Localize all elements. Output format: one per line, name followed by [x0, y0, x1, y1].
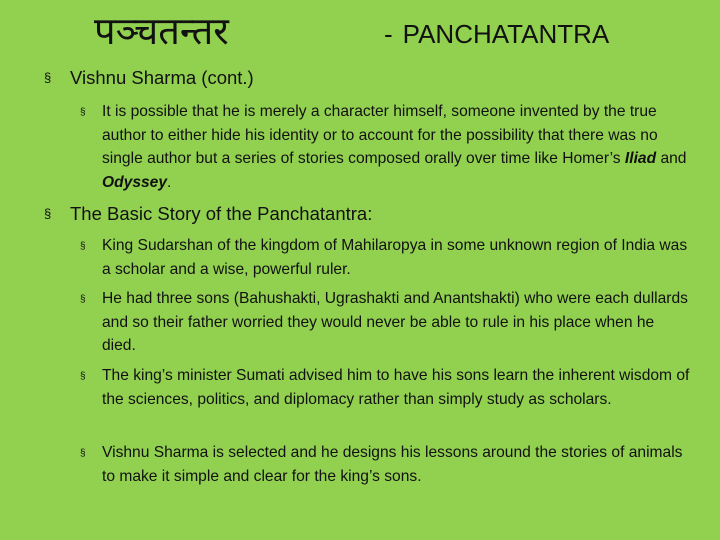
sub-bullet-text: King Sudarshan of the kingdom of Mahilaropya in some unknown region of India was a scholar and a wise, powerful ruler.	[102, 237, 688, 278]
bullet-heading-vishnu-sharma	[44, 66, 684, 90]
bullet-icon: §	[44, 206, 52, 221]
sub-bullet-item	[80, 234, 690, 281]
bullet-icon: §	[80, 448, 86, 459]
title-dash: -	[384, 19, 393, 49]
bullet-icon: §	[80, 371, 86, 382]
sub-bullet-text: Vishnu Sharma is selected and he designs his lessons around the stories of animals to make it simple and clear for the king’s sons.	[102, 444, 683, 485]
sub-bullet-text: It is possible that he is merely a character himself, someone invented by the true author to either hide his identity or to account for the possibility that there was no single author but a series of stories composed orally over time like Homer’s Iliad and Odyssey.	[102, 103, 687, 191]
sub-bullet-item	[80, 364, 690, 411]
sub-bullet-text: He had three sons (Bahushakti, Ugrashakti and Anantshakti) who were each dullards and so their father worried they would never be able to rule in his place when he died.	[102, 290, 688, 355]
slide-title	[384, 14, 609, 54]
sub-bullet-item	[80, 441, 690, 488]
sub-bullet-item	[80, 100, 690, 194]
bullet-heading-text: Vishnu Sharma (cont.)	[70, 67, 254, 88]
bullet-icon: §	[44, 70, 52, 85]
slide-title-devanagari: पञ्चतन्तर	[94, 9, 229, 53]
bullet-icon: §	[80, 294, 86, 305]
sub-bullet-item	[80, 287, 690, 358]
title-odyssey: Odyssey	[102, 173, 168, 191]
bullet-heading-basic-story	[44, 202, 684, 226]
bullet-icon: §	[80, 241, 86, 252]
sub-bullet-text: The king’s minister Sumati advised him to have his sons learn the inherent wisdom of the sciences, politics, and diplomacy rather than simply study as scholars.	[102, 367, 690, 408]
bullet-icon: §	[80, 107, 86, 118]
bullet-heading-text: The Basic Story of the Panchatantra:	[70, 203, 373, 224]
title-iliad: Iliad	[624, 150, 657, 168]
slide-title-latin: PANCHATANTRA	[402, 19, 610, 49]
